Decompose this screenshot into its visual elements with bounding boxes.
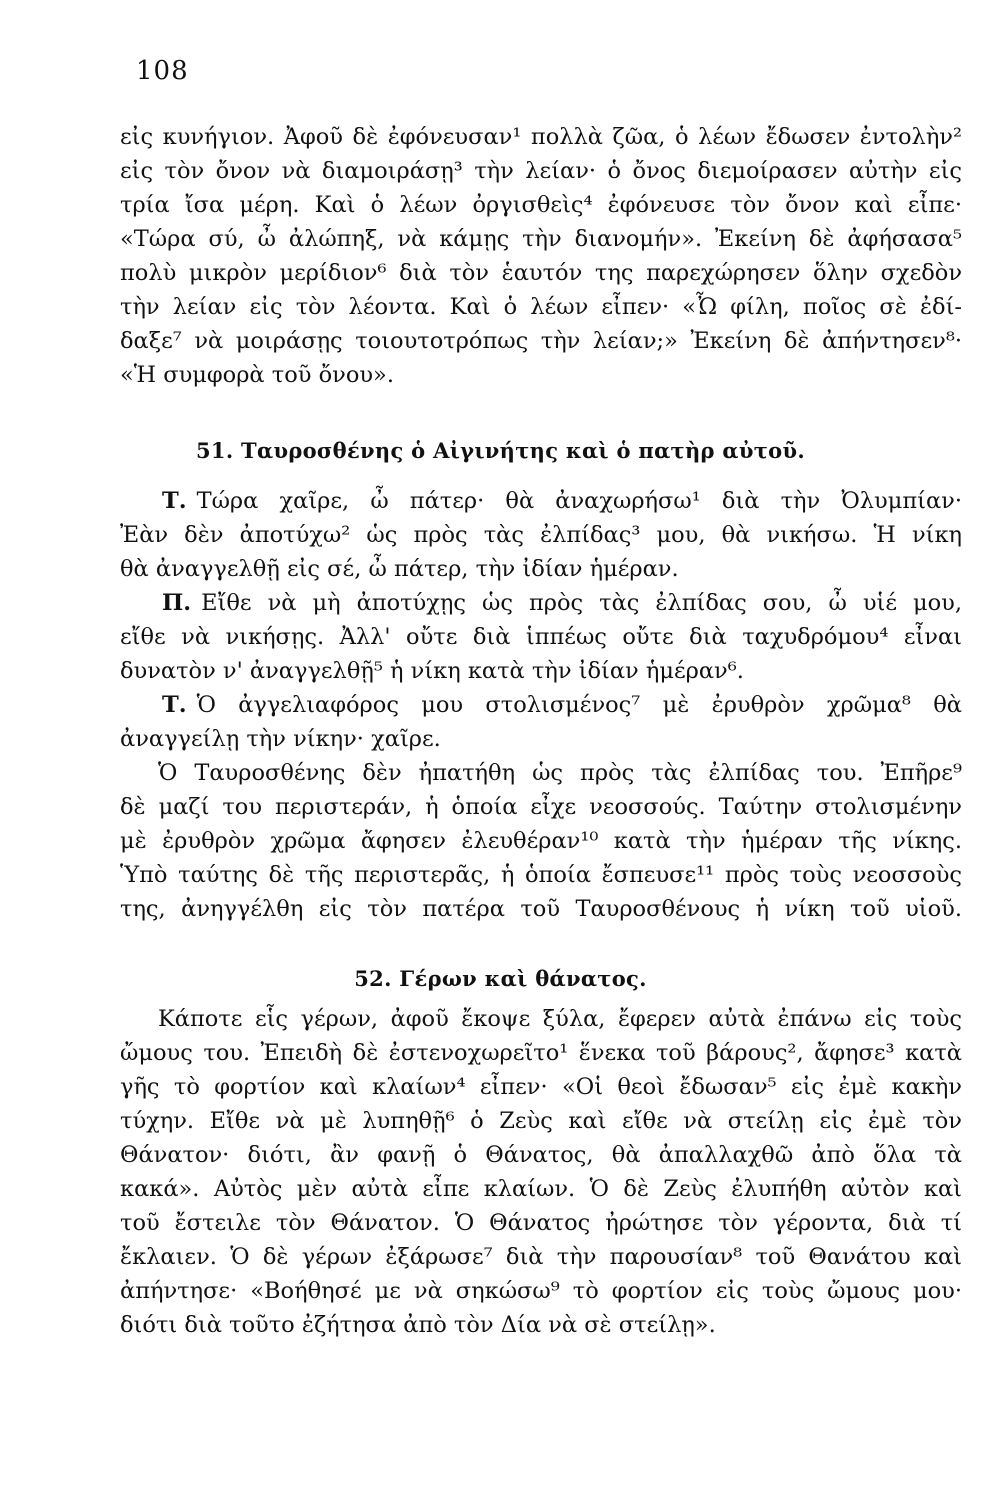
text-line: δυνατὸν ν' ἀναγγελθῇ⁵ ἡ νίκη κατὰ τὴν ἰδίαν ἡμέραν⁶. bbox=[120, 658, 744, 684]
dialogue-line bbox=[120, 688, 962, 722]
text-line: τὴν λείαν εἰς τὸν λέοντα. Καὶ ὁ λέων εἶπεν· «Ὦ φίλη, ποῖος σὲ ἐδί- bbox=[120, 294, 962, 320]
line-text: Τώρα χαῖρε, ὦ πάτερ· θὰ ἀναχωρήσω¹ διὰ τὴν Ὀλυμπίαν· bbox=[196, 488, 962, 514]
speaker-label: Τ. bbox=[162, 692, 187, 718]
text-line: ἔκλαιεν. Ὁ δὲ γέρων ἐξάρωσε⁷ διὰ τὴν παρουσίαν⁸ τοῦ Θανάτου καὶ bbox=[120, 1244, 962, 1270]
text-line: εἰς κυνήγιον. Ἀφοῦ δὲ ἐφόνευσαν¹ πολλὰ ζῶα, ὁ λέων ἔδωσεν ἐντολὴν² bbox=[120, 124, 962, 150]
text-line: «Ἡ συμφορὰ τοῦ ὄνου». bbox=[120, 362, 394, 388]
text-line: Θάνατον· διότι, ἂν φανῇ ὁ Θάνατος, θὰ ἀπαλλαχθῶ ἀπὸ ὅλα τὰ bbox=[120, 1142, 962, 1168]
fable-52-title: 52. Γέρων καὶ θάνατος. bbox=[354, 966, 647, 991]
speaker-label: Τ. bbox=[162, 488, 187, 514]
text-line: τρία ἴσα μέρη. Καὶ ὁ λέων ὀργισθεὶς⁴ ἐφόνευσε τὸν ὄνον καὶ εἶπε· bbox=[120, 192, 962, 218]
text-line: μὲ ἐρυθρὸν χρῶμα ἄφησεν ἐλευθέραν¹⁰ κατὰ τὴν ἡμέραν τῆς νίκης. bbox=[120, 828, 962, 854]
fable-50-tail bbox=[120, 120, 962, 392]
text-line: τύχην. Εἴθε νὰ μὲ λυπηθῇ⁶ ὁ Ζεὺς καὶ εἴθε νὰ στείλῃ εἰς ἐμὲ τὸν bbox=[120, 1108, 962, 1134]
page-number: 108 bbox=[136, 56, 189, 86]
text-line: Κάποτε εἷς γέρων, ἀφοῦ ἔκοψε ξύλα, ἔφερεν αὐτὰ ἐπάνω εἰς τοὺς bbox=[158, 1006, 962, 1032]
fable-51-body bbox=[120, 484, 962, 926]
text-line: ἀναγγείλῃ τὴν νίκην· χαῖρε. bbox=[120, 726, 441, 752]
text-line: Ἐὰν δὲν ἀποτύχω² ὡς πρὸς τὰς ἐλπίδας³ μου, θὰ νικήσω. Ἡ νίκη bbox=[120, 522, 962, 548]
text-line: γῆς τὸ φορτίον καὶ κλαίων⁴ εἶπεν· «Οἱ θεοὶ ἔδωσαν⁵ εἰς ἐμὲ κακὴν bbox=[120, 1074, 962, 1100]
dialogue-line bbox=[120, 586, 962, 620]
text-line: «Τώρα σύ, ὦ ἀλώπηξ, νὰ κάμῃς τὴν διανομήν». Ἐκείνη δὲ ἀφήσασα⁵ bbox=[120, 226, 962, 252]
line-text: Εἴθε νὰ μὴ ἀποτύχῃς ὡς πρὸς τὰς ἐλπίδας σου, ὦ υἱέ μου, bbox=[201, 590, 962, 616]
text-line: κακά». Αὐτὸς μὲν αὐτὰ εἶπε κλαίων. Ὁ δὲ Ζεὺς ἐλυπήθη αὐτὸν καὶ bbox=[120, 1176, 962, 1202]
text-line: εἴθε νὰ νικήσῃς. Ἀλλ' οὔτε διὰ ἱππέως οὔτε διὰ ταχυδρόμου⁴ εἶναι bbox=[120, 624, 962, 650]
dialogue-line bbox=[120, 484, 962, 518]
text-line: διότι διὰ τοῦτο ἐζήτησα ἀπὸ τὸν Δία νὰ σὲ στείλῃ». bbox=[120, 1312, 716, 1338]
fable-51-title: 51. Ταυροσθένης ὁ Αἰγινήτης καὶ ὁ πατὴρ αὐτοῦ. bbox=[196, 438, 805, 463]
speaker-label: Π. bbox=[162, 590, 192, 616]
text-line: Ὁ Ταυροσθένης δὲν ἠπατήθη ὡς πρὸς τὰς ἐλπίδας του. Ἐπῆρε⁹ bbox=[158, 760, 962, 786]
text-line: θὰ ἀναγγελθῇ εἰς σέ, ὦ πάτερ, τὴν ἰδίαν ἡμέραν. bbox=[120, 556, 679, 582]
text-line: της, ἀνηγγέλθη εἰς τὸν πατέρα τοῦ Ταυροσθένους ἡ νίκη τοῦ υἱοῦ. bbox=[120, 896, 962, 922]
text-line: Ὑπὸ ταύτης δὲ τῆς περιστερᾶς, ἡ ὁποία ἔσπευσε¹¹ πρὸς τοὺς νεοσσοὺς bbox=[120, 862, 962, 888]
text-line: τοῦ ἔστειλε τὸν Θάνατον. Ὁ Θάνατος ἠρώτησε τὸν γέροντα, διὰ τί bbox=[120, 1210, 962, 1236]
text-line: ὤμους του. Ἐπειδὴ δὲ ἐστενοχωρεῖτο¹ ἕνεκα τοῦ βάρους², ἄφησε³ κατὰ bbox=[120, 1040, 962, 1066]
text-line: εἰς τὸν ὄνον νὰ διαμοιράσῃ³ τὴν λείαν· ὁ ὄνος διεμοίρασεν αὐτὴν εἰς bbox=[120, 158, 962, 184]
text-line: ἀπήντησε· «Βοήθησέ με νὰ σηκώσω⁹ τὸ φορτίον εἰς τοὺς ὤμους μου· bbox=[120, 1278, 962, 1304]
fable-52-body bbox=[120, 1002, 962, 1342]
text-line: πολὺ μικρὸν μερίδιον⁶ διὰ τὸν ἑαυτόν της παρεχώρησεν ὅλην σχεδὸν bbox=[120, 260, 962, 286]
text-line: δὲ μαζί του περιστεράν, ἡ ὁποία εἶχε νεοσσούς. Ταύτην στολισμένην bbox=[120, 794, 962, 820]
text-line: δαξε⁷ νὰ μοιράσῃς τοιουτοτρόπως τὴν λείαν;» Ἐκείνη δὲ ἀπήντησεν⁸· bbox=[120, 328, 962, 354]
line-text: Ὁ ἀγγελιαφόρος μου στολισμένος⁷ μὲ ἐρυθρὸν χρῶμα⁸ θὰ bbox=[196, 692, 962, 718]
